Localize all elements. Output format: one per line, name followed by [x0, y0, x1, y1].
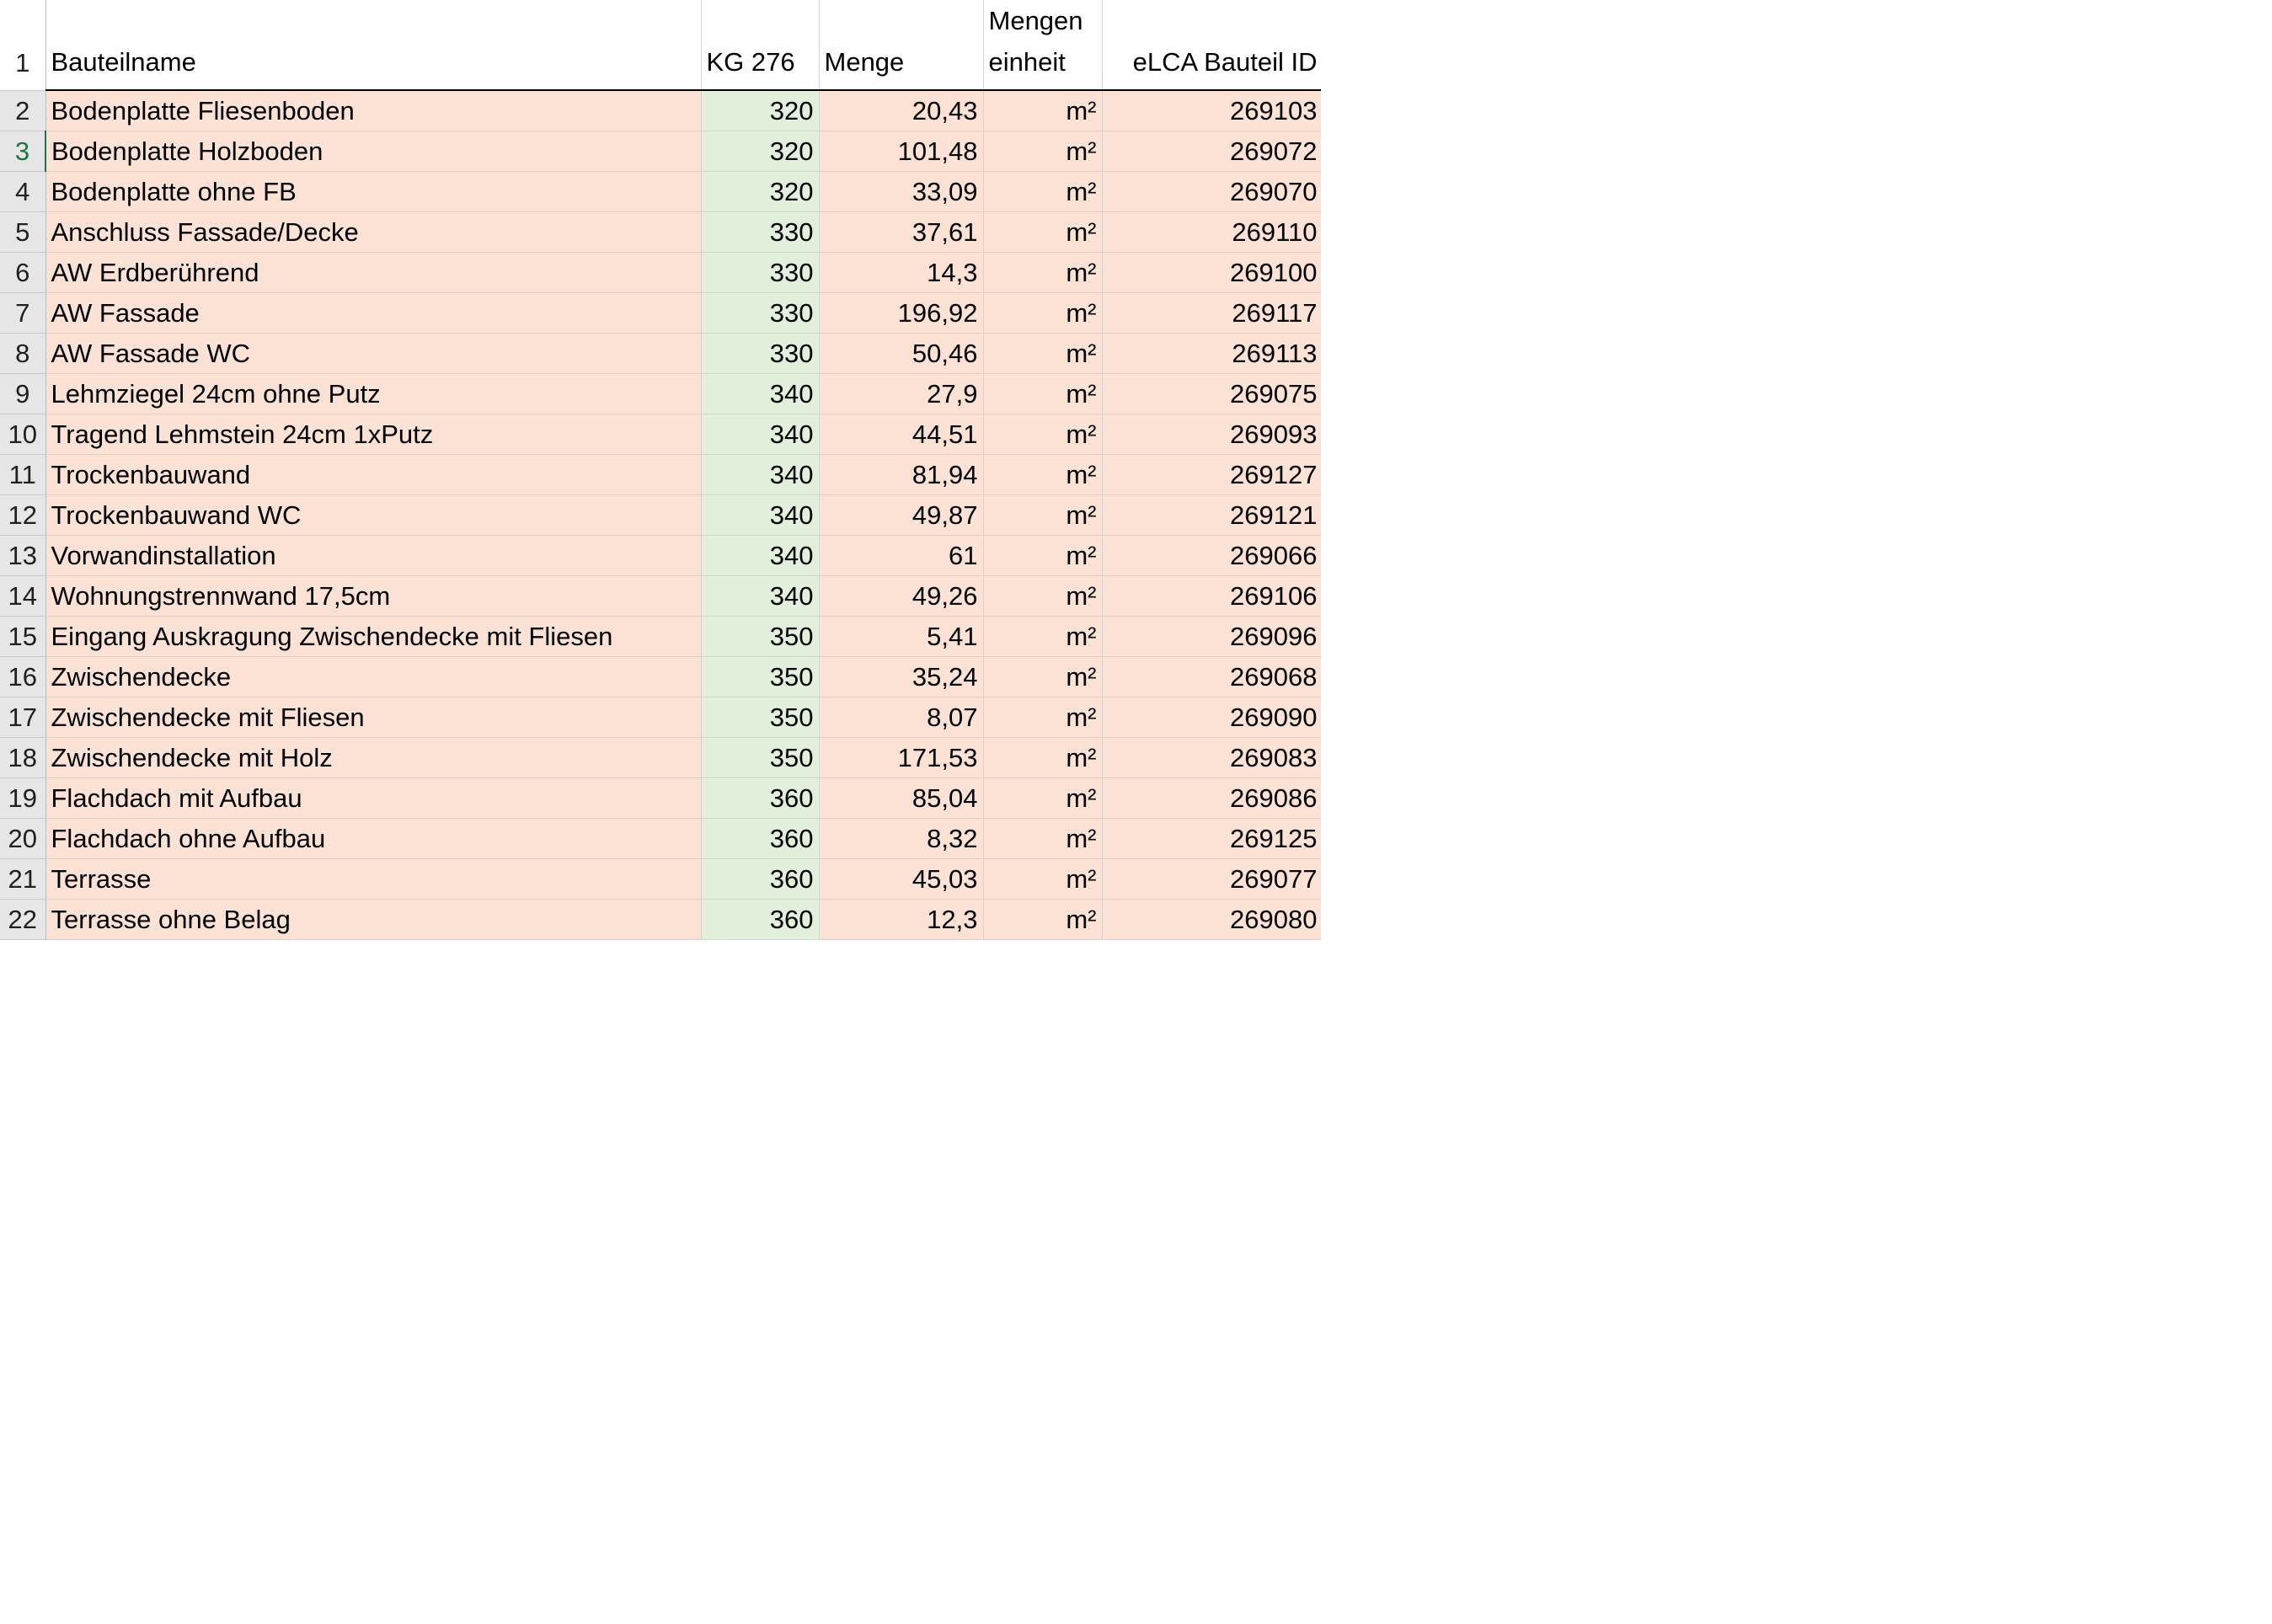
table-row: [0, 819, 1321, 859]
row-header[interactable]: 3: [0, 131, 45, 172]
cell-menge[interactable]: 81,94: [819, 455, 983, 495]
cell-bauteil-id[interactable]: 269090: [1102, 697, 1321, 738]
cell-bauteilname[interactable]: Flachdach mit Aufbau: [45, 778, 701, 819]
cell-mengeneinheit[interactable]: m²: [983, 697, 1102, 738]
cell-kg[interactable]: 340: [701, 536, 819, 576]
row-header[interactable]: 22: [0, 900, 45, 940]
header-cell-bauteil-id[interactable]: eLCA Bauteil ID: [1102, 0, 1321, 90]
cell-menge[interactable]: 14,3: [819, 253, 983, 293]
row-header[interactable]: 15: [0, 617, 45, 657]
cell-mengeneinheit[interactable]: m²: [983, 414, 1102, 455]
row-header[interactable]: 7: [0, 293, 45, 334]
cell-menge[interactable]: 171,53: [819, 738, 983, 778]
cell-bauteil-id[interactable]: 269083: [1102, 738, 1321, 778]
cell-mengeneinheit[interactable]: m²: [983, 374, 1102, 414]
cell-bauteil-id[interactable]: 269070: [1102, 172, 1321, 212]
table-row: [0, 455, 1321, 495]
cell-menge[interactable]: 12,3: [819, 900, 983, 940]
cell-mengeneinheit[interactable]: m²: [983, 253, 1102, 293]
cell-mengeneinheit[interactable]: m²: [983, 293, 1102, 334]
cell-kg[interactable]: 360: [701, 859, 819, 900]
table-row: [0, 536, 1321, 576]
table-row: [0, 90, 1321, 131]
cell-kg[interactable]: 330: [701, 334, 819, 374]
row-header[interactable]: 18: [0, 738, 45, 778]
row-header[interactable]: 13: [0, 536, 45, 576]
cell-bauteilname[interactable]: AW Erdberührend: [45, 253, 701, 293]
cell-menge[interactable]: 85,04: [819, 778, 983, 819]
cell-mengeneinheit[interactable]: m²: [983, 495, 1102, 536]
cell-bauteil-id[interactable]: 269110: [1102, 212, 1321, 253]
cell-mengeneinheit[interactable]: m²: [983, 738, 1102, 778]
table-row: [0, 172, 1321, 212]
cell-kg[interactable]: 330: [701, 212, 819, 253]
cell-menge[interactable]: 20,43: [819, 90, 983, 131]
table-row: [0, 374, 1321, 414]
cell-bauteilname[interactable]: Eingang Auskragung Zwischendecke mit Fliesen: [45, 617, 701, 657]
cell-menge[interactable]: 45,03: [819, 859, 983, 900]
cell-menge[interactable]: 27,9: [819, 374, 983, 414]
cell-menge[interactable]: 196,92: [819, 293, 983, 334]
cell-mengeneinheit[interactable]: m²: [983, 90, 1102, 131]
cell-mengeneinheit[interactable]: m²: [983, 657, 1102, 697]
cell-kg[interactable]: 340: [701, 414, 819, 455]
row-header[interactable]: 9: [0, 374, 45, 414]
header-cell-mengeneinheit[interactable]: Mengen einheit: [983, 0, 1102, 90]
cell-bauteilname[interactable]: Tragend Lehmstein 24cm 1xPutz: [45, 414, 701, 455]
row-header[interactable]: 2: [0, 90, 45, 131]
cell-menge[interactable]: 8,32: [819, 819, 983, 859]
cell-menge[interactable]: 49,26: [819, 576, 983, 617]
cell-kg[interactable]: 350: [701, 697, 819, 738]
row-header[interactable]: 17: [0, 697, 45, 738]
cell-bauteil-id[interactable]: 269096: [1102, 617, 1321, 657]
cell-menge[interactable]: 49,87: [819, 495, 983, 536]
cell-kg[interactable]: 330: [701, 293, 819, 334]
cell-bauteil-id[interactable]: 269072: [1102, 131, 1321, 172]
cell-mengeneinheit[interactable]: m²: [983, 819, 1102, 859]
cell-kg[interactable]: 360: [701, 819, 819, 859]
cell-bauteilname[interactable]: AW Fassade WC: [45, 334, 701, 374]
cell-mengeneinheit[interactable]: m²: [983, 859, 1102, 900]
cell-kg[interactable]: 340: [701, 576, 819, 617]
cell-bauteilname[interactable]: Bodenplatte Fliesenboden: [45, 90, 701, 131]
table-row: [0, 212, 1321, 253]
cell-mengeneinheit[interactable]: m²: [983, 172, 1102, 212]
cell-menge[interactable]: 8,07: [819, 697, 983, 738]
cell-bauteilname[interactable]: Zwischendecke mit Fliesen: [45, 697, 701, 738]
row-header[interactable]: 14: [0, 576, 45, 617]
cell-bauteilname[interactable]: Lehmziegel 24cm ohne Putz: [45, 374, 701, 414]
cell-kg[interactable]: 350: [701, 617, 819, 657]
cell-bauteilname[interactable]: AW Fassade: [45, 293, 701, 334]
cell-menge[interactable]: 33,09: [819, 172, 983, 212]
cell-bauteilname[interactable]: Trockenbauwand: [45, 455, 701, 495]
cell-menge[interactable]: 37,61: [819, 212, 983, 253]
cell-bauteilname[interactable]: Anschluss Fassade/Decke: [45, 212, 701, 253]
cell-kg[interactable]: 360: [701, 900, 819, 940]
cell-kg[interactable]: 330: [701, 253, 819, 293]
cell-bauteil-id[interactable]: 269075: [1102, 374, 1321, 414]
data-table: [0, 0, 1321, 940]
header-cell-bauteilname[interactable]: Bauteilname: [45, 0, 701, 90]
cell-mengeneinheit[interactable]: m²: [983, 131, 1102, 172]
cell-kg[interactable]: 350: [701, 738, 819, 778]
table-row: [0, 334, 1321, 374]
cell-menge[interactable]: 44,51: [819, 414, 983, 455]
table-row: [0, 253, 1321, 293]
cell-menge[interactable]: 50,46: [819, 334, 983, 374]
header-cell-kg[interactable]: KG 276: [701, 0, 819, 90]
cell-bauteil-id[interactable]: 269103: [1102, 90, 1321, 131]
header-row: [0, 0, 1321, 90]
cell-mengeneinheit[interactable]: m²: [983, 536, 1102, 576]
table-row: [0, 697, 1321, 738]
cell-bauteilname[interactable]: Terrasse: [45, 859, 701, 900]
row-header[interactable]: 10: [0, 414, 45, 455]
cell-kg[interactable]: 360: [701, 778, 819, 819]
header-cell-menge[interactable]: Menge: [819, 0, 983, 90]
table-row: [0, 617, 1321, 657]
cell-bauteilname[interactable]: Trockenbauwand WC: [45, 495, 701, 536]
cell-menge[interactable]: 5,41: [819, 617, 983, 657]
cell-kg[interactable]: 350: [701, 657, 819, 697]
cell-bauteil-id[interactable]: 269066: [1102, 536, 1321, 576]
cell-mengeneinheit[interactable]: m²: [983, 576, 1102, 617]
cell-bauteilname[interactable]: Wohnungstrennwand 17,5cm: [45, 576, 701, 617]
cell-bauteilname[interactable]: Zwischendecke mit Holz: [45, 738, 701, 778]
row-header[interactable]: 19: [0, 778, 45, 819]
cell-bauteil-id[interactable]: 269117: [1102, 293, 1321, 334]
cell-bauteilname[interactable]: Terrasse ohne Belag: [45, 900, 701, 940]
cell-bauteil-id[interactable]: 269077: [1102, 859, 1321, 900]
cell-kg[interactable]: 320: [701, 131, 819, 172]
cell-bauteil-id[interactable]: 269093: [1102, 414, 1321, 455]
cell-mengeneinheit[interactable]: m²: [983, 334, 1102, 374]
spreadsheet-grid: [0, 0, 1321, 944]
cell-bauteil-id[interactable]: 269127: [1102, 455, 1321, 495]
cell-kg[interactable]: 320: [701, 90, 819, 131]
cell-bauteil-id[interactable]: 269106: [1102, 576, 1321, 617]
row-header[interactable]: 4: [0, 172, 45, 212]
table-row: [0, 131, 1321, 172]
cell-mengeneinheit[interactable]: m²: [983, 455, 1102, 495]
table-row: [0, 900, 1321, 940]
row-header[interactable]: 20: [0, 819, 45, 859]
table-row: [0, 778, 1321, 819]
row-header[interactable]: 11: [0, 455, 45, 495]
cell-bauteil-id[interactable]: 269080: [1102, 900, 1321, 940]
cell-bauteilname[interactable]: Flachdach ohne Aufbau: [45, 819, 701, 859]
cell-bauteil-id[interactable]: 269121: [1102, 495, 1321, 536]
cell-bauteil-id[interactable]: 269086: [1102, 778, 1321, 819]
table-row: [0, 576, 1321, 617]
cell-bauteil-id[interactable]: 269113: [1102, 334, 1321, 374]
cell-bauteilname[interactable]: Vorwandinstallation: [45, 536, 701, 576]
cell-kg[interactable]: 340: [701, 495, 819, 536]
cell-mengeneinheit[interactable]: m²: [983, 617, 1102, 657]
cell-kg[interactable]: 340: [701, 455, 819, 495]
cell-mengeneinheit[interactable]: m²: [983, 900, 1102, 940]
cell-bauteilname[interactable]: Bodenplatte Holzboden: [45, 131, 701, 172]
cell-bauteil-id[interactable]: 269100: [1102, 253, 1321, 293]
cell-mengeneinheit[interactable]: m²: [983, 778, 1102, 819]
cell-menge[interactable]: 61: [819, 536, 983, 576]
table-row: [0, 657, 1321, 697]
table-row: [0, 738, 1321, 778]
cell-menge[interactable]: 101,48: [819, 131, 983, 172]
table-row: [0, 414, 1321, 455]
cell-menge[interactable]: 35,24: [819, 657, 983, 697]
cell-bauteilname[interactable]: Zwischendecke: [45, 657, 701, 697]
row-header[interactable]: 1: [0, 0, 45, 90]
table-row: [0, 293, 1321, 334]
table-row: [0, 495, 1321, 536]
table-body: [0, 0, 1321, 940]
cell-bauteil-id[interactable]: 269125: [1102, 819, 1321, 859]
table-row: [0, 859, 1321, 900]
row-header[interactable]: 8: [0, 334, 45, 374]
cell-kg[interactable]: 340: [701, 374, 819, 414]
cell-bauteilname[interactable]: Bodenplatte ohne FB: [45, 172, 701, 212]
row-header[interactable]: 5: [0, 212, 45, 253]
cell-bauteil-id[interactable]: 269068: [1102, 657, 1321, 697]
row-header[interactable]: 6: [0, 253, 45, 293]
row-header[interactable]: 21: [0, 859, 45, 900]
cell-mengeneinheit[interactable]: m²: [983, 212, 1102, 253]
row-header[interactable]: 16: [0, 657, 45, 697]
cell-kg[interactable]: 320: [701, 172, 819, 212]
row-header[interactable]: 12: [0, 495, 45, 536]
